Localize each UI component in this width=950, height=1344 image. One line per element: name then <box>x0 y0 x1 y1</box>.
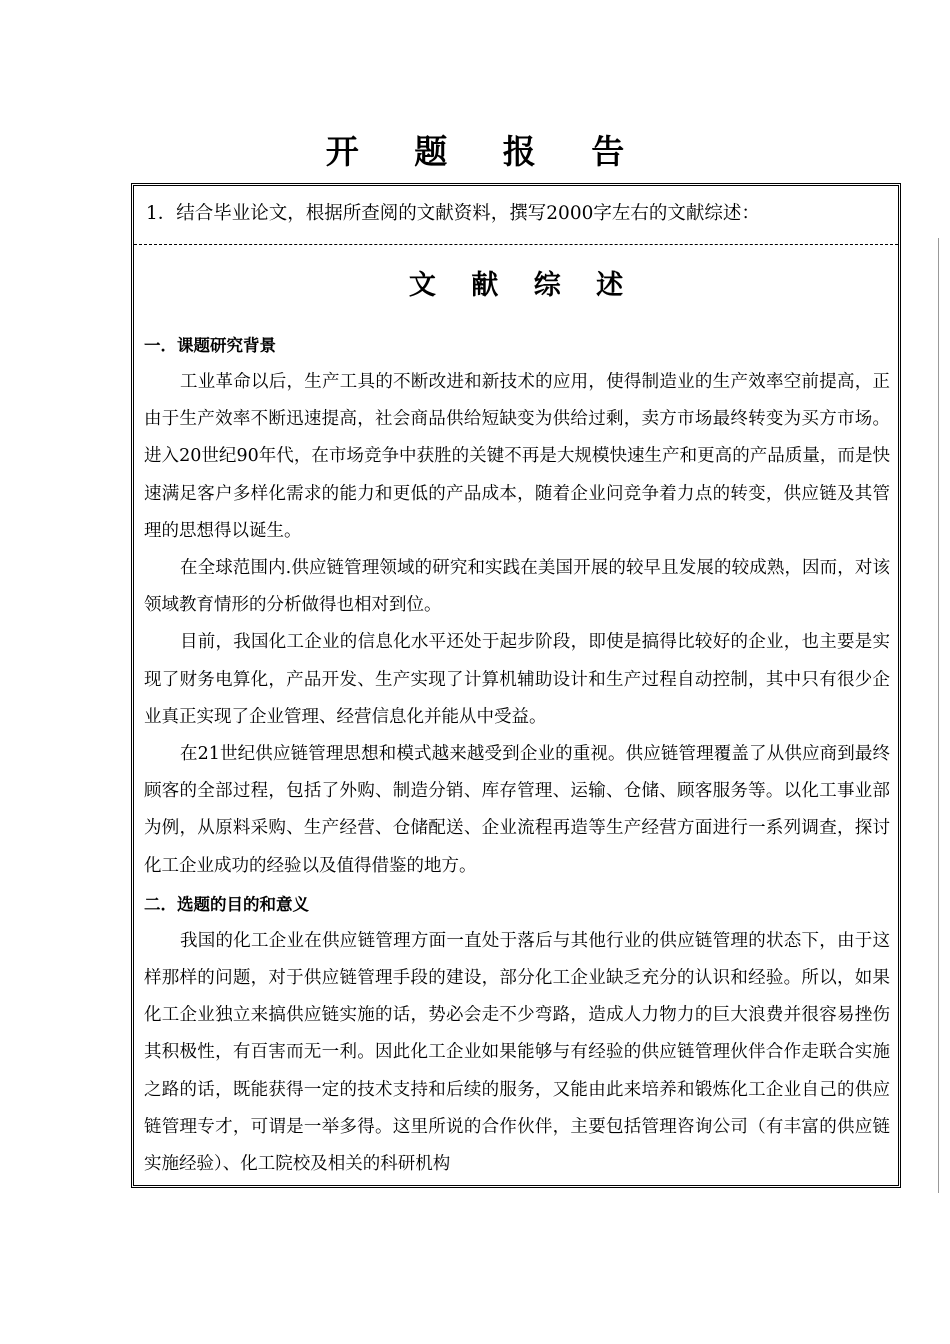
review-content <box>144 328 890 1183</box>
paragraph: 我国的化工企业在供应链管理方面一直处于落后与其他行业的供应链管理的状态下，由于这样那样的问题，对于供应链管理手段的建设，部分化工企业缺乏充分的认识和经验。所以，如果化工企业独立来搞供应链实施的话，势必会走不少弯路，造成人力物力的巨大浪费并很容易挫伤其积极性，有百害而无一利。因此化工企业如果能够与有经验的供应链管理伙伴合作走联合实施之路的话，既能获得一定的技术支持和后续的服务，又能由此来培养和锻炼化工企业自己的供应链管理专才，可谓是一举多得。这里所说的合作伙伴，主要包括管理咨询公司（有丰富的供应链实施经验）、化工院校及相关的科研机构 <box>144 930 890 1175</box>
paragraph: 在21世纪供应链管理思想和模式越来越受到企业的重视。供应链管理覆盖了从供应商到最终顾客的全部过程，包括了外购、制造分销、库存管理、运输、仓储、顾客服务等。以化工事业部为例，从原料采购、生产经营、仓储配送、企业流程再造等生产经营方面进行一系列调查，探讨化工企业成功的经验以及值得借鉴的地方。 <box>144 744 890 876</box>
paragraph: 目前，我国化工企业的信息化水平还处于起步阶段，即使是搞得比较好的企业，也主要是实现了财务电算化，产品开发、生产实现了计算机辅助设计和生产过程自动控制，其中只有很少企业真正实现了企业管理、经营信息化并能从中受益。 <box>144 632 890 727</box>
page-title: 开 题 报 告 <box>325 132 647 171</box>
dashed-divider <box>134 244 898 245</box>
report-frame <box>131 183 901 1188</box>
literature-review-title: 文 献 综 述 <box>408 270 637 301</box>
section-heading-background: 一．课题研究背景 <box>144 336 276 355</box>
section-heading-purpose: 二．选题的目的和意义 <box>144 894 309 914</box>
paragraph: 工业革命以后，生产工具的不断改进和新技术的应用，使得制造业的生产效率空前提高，正由于生产效率不断迅速提高，社会商品供给短缺变为供给过剩，卖方市场最终转变为买方市场。进入20世纪90年代，在市场竞争中获胜的关键不再是大规模快速生产和更高的产品质量，而是快速满足客户多样化需求的能力和更低的产品成本，随着企业问竞争着力点的转变，供应链及其管理的思想得以诞生。 <box>144 372 890 541</box>
paragraph: 在全球范围内.供应链管理领域的研究和实践在美国开展的较早且发展的较成熟，因而，对该领域教育情形的分析做得也相对到位。 <box>144 558 890 616</box>
assignment-prompt: 1．结合毕业论文，根据所查阅的文献资料，撰写2000字左右的文献综述： <box>146 203 760 224</box>
page-edge-line <box>938 238 939 1193</box>
